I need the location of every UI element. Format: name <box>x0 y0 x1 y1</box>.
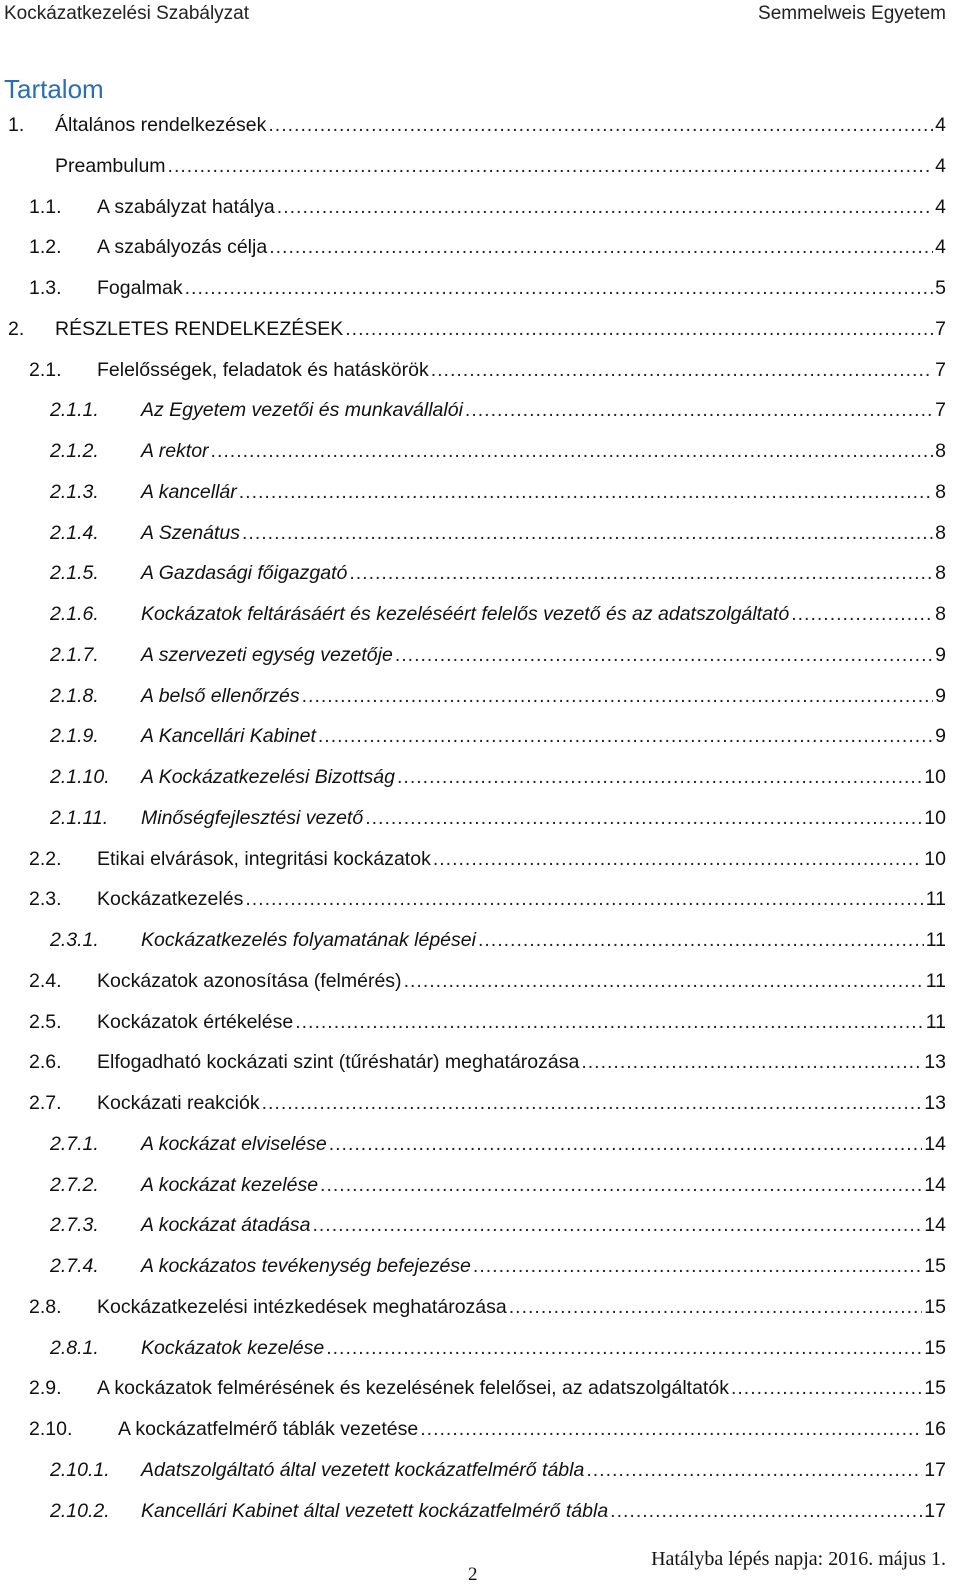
toc-entry-line <box>141 522 946 545</box>
toc-dot-leader <box>211 440 934 463</box>
toc-entry-number: 2.9. <box>29 1377 62 1400</box>
toc-entry-number: 2. <box>8 317 25 340</box>
toc-entry-page: 14 <box>924 1173 946 1196</box>
toc-entry-page: 8 <box>935 521 946 544</box>
toc-entry-line <box>97 848 946 871</box>
toc-entry[interactable] <box>0 1251 960 1292</box>
toc-dot-leader <box>586 1459 922 1482</box>
toc-dot-leader <box>245 888 923 911</box>
toc-entry-line <box>141 644 946 667</box>
toc-entry-line <box>97 277 946 300</box>
toc-dot-leader <box>268 114 933 137</box>
toc-entry-line <box>141 481 946 504</box>
toc-dot-leader <box>312 1214 922 1237</box>
toc-dot-leader <box>168 155 934 178</box>
toc-entry-title: Kockázatkezelés <box>97 888 244 911</box>
toc-entry-number: 2.7. <box>29 1092 62 1114</box>
toc-entry-title: A Szenátus <box>141 521 241 544</box>
toc-entry-title: Kockázatkezelési intézkedések meghatározása <box>97 1295 507 1318</box>
toc-entry[interactable] <box>0 1129 960 1170</box>
toc-entry-line <box>141 929 946 952</box>
toc-entry-line <box>97 1011 946 1034</box>
toc-entry-title: Az Egyetem vezetői és munkavállalói <box>141 399 463 422</box>
toc-dot-leader <box>433 848 922 871</box>
toc-entry[interactable] <box>0 1170 960 1211</box>
toc-entry-number: 2.1.4. <box>50 521 99 544</box>
toc-entry-line <box>141 1337 946 1360</box>
toc-entry[interactable] <box>0 1414 960 1455</box>
toc-dot-leader <box>731 1377 922 1400</box>
toc-entry-page: 15 <box>924 1377 946 1400</box>
toc-dot-leader <box>185 277 934 300</box>
toc-entry[interactable] <box>0 803 960 844</box>
toc-entry-number: 2.1.2. <box>50 440 99 462</box>
toc-entry[interactable] <box>0 884 960 925</box>
toc-dot-leader <box>239 481 933 504</box>
toc-entry-title: A kancellár <box>141 480 237 503</box>
toc-entry-line <box>97 359 946 382</box>
toc-entry-page: 4 <box>935 236 946 259</box>
toc-dot-leader <box>791 603 933 626</box>
toc-entry-number: 2.1.8. <box>50 684 99 707</box>
toc-dot-leader <box>473 1255 922 1278</box>
toc-entry[interactable] <box>0 1292 960 1333</box>
toc-entry-page: 7 <box>935 358 946 381</box>
toc-entry[interactable] <box>0 1455 960 1496</box>
toc-entry-page: 15 <box>924 1336 946 1359</box>
toc-entry-line <box>141 685 946 708</box>
toc-entry-page: 9 <box>935 725 946 748</box>
toc-entry-title: A Kancellári Kabinet <box>141 725 316 748</box>
toc-entry-page: 9 <box>935 684 946 707</box>
toc-entry-title: Kockázati reakciók <box>97 1092 260 1114</box>
toc-dot-leader <box>404 970 924 993</box>
toc-entry[interactable] <box>0 395 960 436</box>
toc-dot-leader <box>478 929 924 952</box>
toc-entry-number: 2.7.1. <box>50 1132 99 1155</box>
toc-entry-title: Kockázatkezelés folyamatának lépései <box>141 929 476 951</box>
toc-entry-number: 2.1.10. <box>50 766 110 788</box>
toc-entry-title: A rektor <box>141 440 209 462</box>
toc-entry[interactable] <box>0 681 960 722</box>
toc-entry-page: 8 <box>935 440 946 462</box>
toc-entry-title: A kockázat elviselése <box>141 1132 327 1155</box>
toc-entry-number: 1.1. <box>29 195 62 218</box>
toc-entry[interactable] <box>0 1496 960 1537</box>
toc-entry-number: 2.1.1. <box>50 399 99 422</box>
toc-entry-line <box>141 603 946 626</box>
toc-dot-leader <box>349 562 933 585</box>
toc-entry-line <box>141 766 946 789</box>
toc-entry-page: 17 <box>924 1458 946 1481</box>
toc-entry-line <box>55 155 946 178</box>
toc-entry[interactable] <box>0 925 960 966</box>
toc-entry-page: 8 <box>935 562 946 585</box>
effective-date: Hatályba lépés napja: 2016. május 1. <box>651 1548 946 1570</box>
toc-entry-number: 2.7.3. <box>50 1214 99 1237</box>
toc-entry-number: 1.3. <box>29 277 62 299</box>
toc-entry[interactable] <box>0 599 960 640</box>
toc-entry[interactable] <box>0 640 960 681</box>
toc-entry-page: 14 <box>924 1214 946 1237</box>
toc-entry-line <box>141 399 946 422</box>
toc-dot-leader <box>320 1174 922 1197</box>
toc-entry-line <box>141 562 946 585</box>
toc-dot-leader <box>302 685 934 708</box>
toc-dot-leader <box>365 807 922 830</box>
toc-entry-number: 1.2. <box>29 236 62 259</box>
toc-entry-page: 17 <box>924 1499 946 1522</box>
toc-entry-number: 2.5. <box>29 1010 62 1033</box>
toc-dot-leader <box>242 522 933 545</box>
toc-entry-number: 2.7.4. <box>50 1255 99 1277</box>
toc-entry[interactable] <box>0 762 960 803</box>
toc-entry-title: Általános rendelkezések <box>55 114 267 136</box>
toc-entry-line <box>97 196 946 219</box>
toc-entry-title: A Gazdasági főigazgató <box>141 562 348 585</box>
toc-entry[interactable] <box>0 721 960 762</box>
toc-entry-line <box>97 236 946 259</box>
toc-entry[interactable] <box>0 436 960 477</box>
toc-entry-title: Kockázatok azonosítása (felmérés) <box>97 969 402 992</box>
toc-entry[interactable] <box>0 355 960 396</box>
toc-entry-title: A Kockázatkezelési Bizottság <box>141 766 395 788</box>
toc-entry[interactable] <box>0 273 960 314</box>
toc-entry[interactable] <box>0 477 960 518</box>
page-header <box>4 0 946 28</box>
toc-dot-leader <box>581 1051 922 1074</box>
toc-entry-line <box>141 1255 946 1278</box>
toc-entry-line <box>55 318 946 341</box>
toc-dot-leader <box>431 359 933 382</box>
toc-entry-number: 2.1.7. <box>50 643 99 666</box>
toc-entry[interactable] <box>0 966 960 1007</box>
toc-dot-leader <box>395 644 933 667</box>
toc-entry-number: 2.8. <box>29 1295 62 1318</box>
toc-entry-number: 2.10. <box>29 1418 73 1440</box>
toc-dot-leader <box>345 318 933 341</box>
toc-entry-page: 13 <box>924 1051 946 1074</box>
toc-entry-title: A kockázat kezelése <box>141 1173 319 1196</box>
toc-entry[interactable] <box>0 1088 960 1129</box>
toc-entry-line <box>141 807 946 830</box>
toc-dot-leader <box>277 196 933 219</box>
toc-entry-page: 11 <box>925 929 946 951</box>
toc-dot-leader <box>326 1337 922 1360</box>
toc-entry-page: 14 <box>924 1132 946 1155</box>
toc-entry-title: Kancellári Kabinet által vezetett kockázatfelmérő tábla <box>141 1499 609 1522</box>
toc-dot-leader <box>269 236 933 259</box>
toc-entry-page: 4 <box>935 114 946 136</box>
toc-entry-page: 10 <box>924 806 946 829</box>
toc-dot-leader <box>295 1011 924 1034</box>
toc-dot-leader <box>465 399 933 422</box>
toc-entry-title: Felelősségek, feladatok és hatáskörök <box>97 358 429 381</box>
toc-entry-page: 4 <box>935 195 946 218</box>
toc-entry-page: 4 <box>935 154 946 177</box>
toc-entry[interactable] <box>0 151 960 192</box>
table-of-contents <box>0 110 960 1536</box>
toc-entry-title: Kockázatok értékelése <box>97 1010 294 1033</box>
toc-entry-page: 7 <box>935 399 946 422</box>
toc-entry-page: 8 <box>935 603 946 625</box>
toc-entry-line <box>97 1296 946 1319</box>
toc-entry-number: 2.3. <box>29 888 62 911</box>
toc-entry-title: Kockázatok kezelése <box>141 1336 325 1359</box>
toc-entry-line <box>141 725 946 748</box>
toc-entry-page: 9 <box>935 643 946 666</box>
header-institution: Semmelweis Egyetem <box>758 3 946 24</box>
toc-entry-number: 2.1.5. <box>50 562 99 585</box>
toc-entry-title: Minőségfejlesztési vezető <box>141 806 364 829</box>
toc-entry[interactable] <box>0 192 960 233</box>
toc-entry-number: 2.10.1. <box>50 1458 110 1481</box>
toc-entry-number: 1. <box>8 114 25 136</box>
toc-entry-line <box>97 1377 946 1400</box>
toc-entry-title: Fogalmak <box>97 277 183 299</box>
toc-entry-line <box>97 970 946 993</box>
toc-entry-line <box>141 440 946 463</box>
toc-entry[interactable] <box>0 1333 960 1374</box>
toc-entry-number: 2.1.3. <box>50 480 99 503</box>
toc-entry-line <box>141 1500 946 1523</box>
toc-entry-number: 2.2. <box>29 847 62 870</box>
toc-entry[interactable] <box>0 110 960 151</box>
toc-dot-leader <box>262 1092 923 1115</box>
toc-entry-title: Kockázatok feltárásáért és kezeléséért felelős vezető és az adatszolgáltató <box>141 603 790 625</box>
toc-entry-number: 2.10.2. <box>50 1499 110 1522</box>
toc-entry-page: 10 <box>924 766 946 788</box>
toc-entry-number: 2.1. <box>29 358 62 381</box>
toc-entry-number: 2.4. <box>29 969 62 992</box>
toc-entry-page: 5 <box>935 277 946 299</box>
toc-entry-page: 11 <box>925 969 946 992</box>
toc-entry-page: 11 <box>925 1010 946 1033</box>
toc-entry-line <box>141 1133 946 1156</box>
toc-entry-number: 2.1.6. <box>50 603 99 625</box>
toc-entry-page: 16 <box>924 1418 946 1440</box>
toc-entry-line <box>97 1051 946 1074</box>
toc-entry-line <box>55 114 946 137</box>
toc-entry-title: A kockázatfelmérő táblák vezetése <box>118 1418 419 1440</box>
toc-entry-title: A kockázat átadása <box>141 1214 311 1237</box>
toc-entry-number: 2.1.11. <box>50 806 109 829</box>
toc-entry-page: 13 <box>924 1092 946 1114</box>
toc-entry[interactable] <box>0 232 960 273</box>
toc-entry[interactable] <box>0 518 960 559</box>
toc-entry-line <box>141 1174 946 1197</box>
toc-entry-page: 15 <box>924 1255 946 1277</box>
toc-entry-page: 11 <box>925 888 946 911</box>
toc-entry-title: Etikai elvárások, integritási kockázatok <box>97 847 431 870</box>
header-document-title: Kockázatkezelési Szabályzat <box>4 3 250 24</box>
toc-entry-page: 8 <box>935 480 946 503</box>
toc-dot-leader <box>329 1133 923 1156</box>
toc-entry-title: RÉSZLETES RENDELKEZÉSEK <box>55 317 344 340</box>
toc-entry-title: Preambulum <box>55 154 166 177</box>
toc-entry-page: 7 <box>935 317 946 340</box>
toc-entry-line <box>118 1418 946 1441</box>
toc-entry-title: A szabályzat hatálya <box>97 195 275 218</box>
toc-entry[interactable] <box>0 558 960 599</box>
toc-dot-leader <box>397 766 922 789</box>
toc-entry-title: A belső ellenőrzés <box>141 684 300 707</box>
toc-entry[interactable] <box>0 1210 960 1251</box>
toc-entry-number: 2.8.1. <box>50 1336 99 1359</box>
toc-entry-page: 10 <box>924 847 946 870</box>
toc-entry[interactable] <box>0 1047 960 1088</box>
toc-entry-title: A kockázatos tevékenység befejezése <box>141 1255 471 1277</box>
toc-entry-line <box>97 888 946 911</box>
toc-entry-line <box>141 1214 946 1237</box>
toc-entry-line <box>141 1459 946 1482</box>
toc-entry[interactable] <box>0 1373 960 1414</box>
toc-dot-leader <box>610 1500 922 1523</box>
toc-entry-title: Adatszolgáltató által vezetett kockázatfelmérő tábla <box>141 1458 585 1481</box>
toc-entry-page: 15 <box>924 1295 946 1318</box>
toc-entry-line <box>97 1092 946 1115</box>
toc-entry-number: 2.6. <box>29 1051 62 1074</box>
toc-entry-title: Elfogadható kockázati szint (tűréshatár) meghatározása <box>97 1051 580 1074</box>
toc-entry-title: A szervezeti egység vezetője <box>141 643 393 666</box>
toc-entry-title: A szabályozás célja <box>97 236 268 259</box>
toc-entry-number: 2.1.9. <box>50 725 99 748</box>
page-number: 2 <box>468 1564 478 1585</box>
toc-entry-title: A kockázatok felmérésének és kezelésének felelősei, az adatszolgáltatók <box>97 1377 729 1400</box>
toc-entry-number: 2.7.2. <box>50 1173 99 1196</box>
toc-dot-leader <box>509 1296 923 1319</box>
toc-heading: Tartalom <box>4 74 104 104</box>
toc-entry[interactable] <box>0 1007 960 1048</box>
toc-dot-leader <box>420 1418 922 1441</box>
toc-dot-leader <box>318 725 933 748</box>
toc-entry[interactable] <box>0 844 960 885</box>
toc-entry-number: 2.3.1. <box>50 929 99 951</box>
toc-entry[interactable] <box>0 314 960 355</box>
